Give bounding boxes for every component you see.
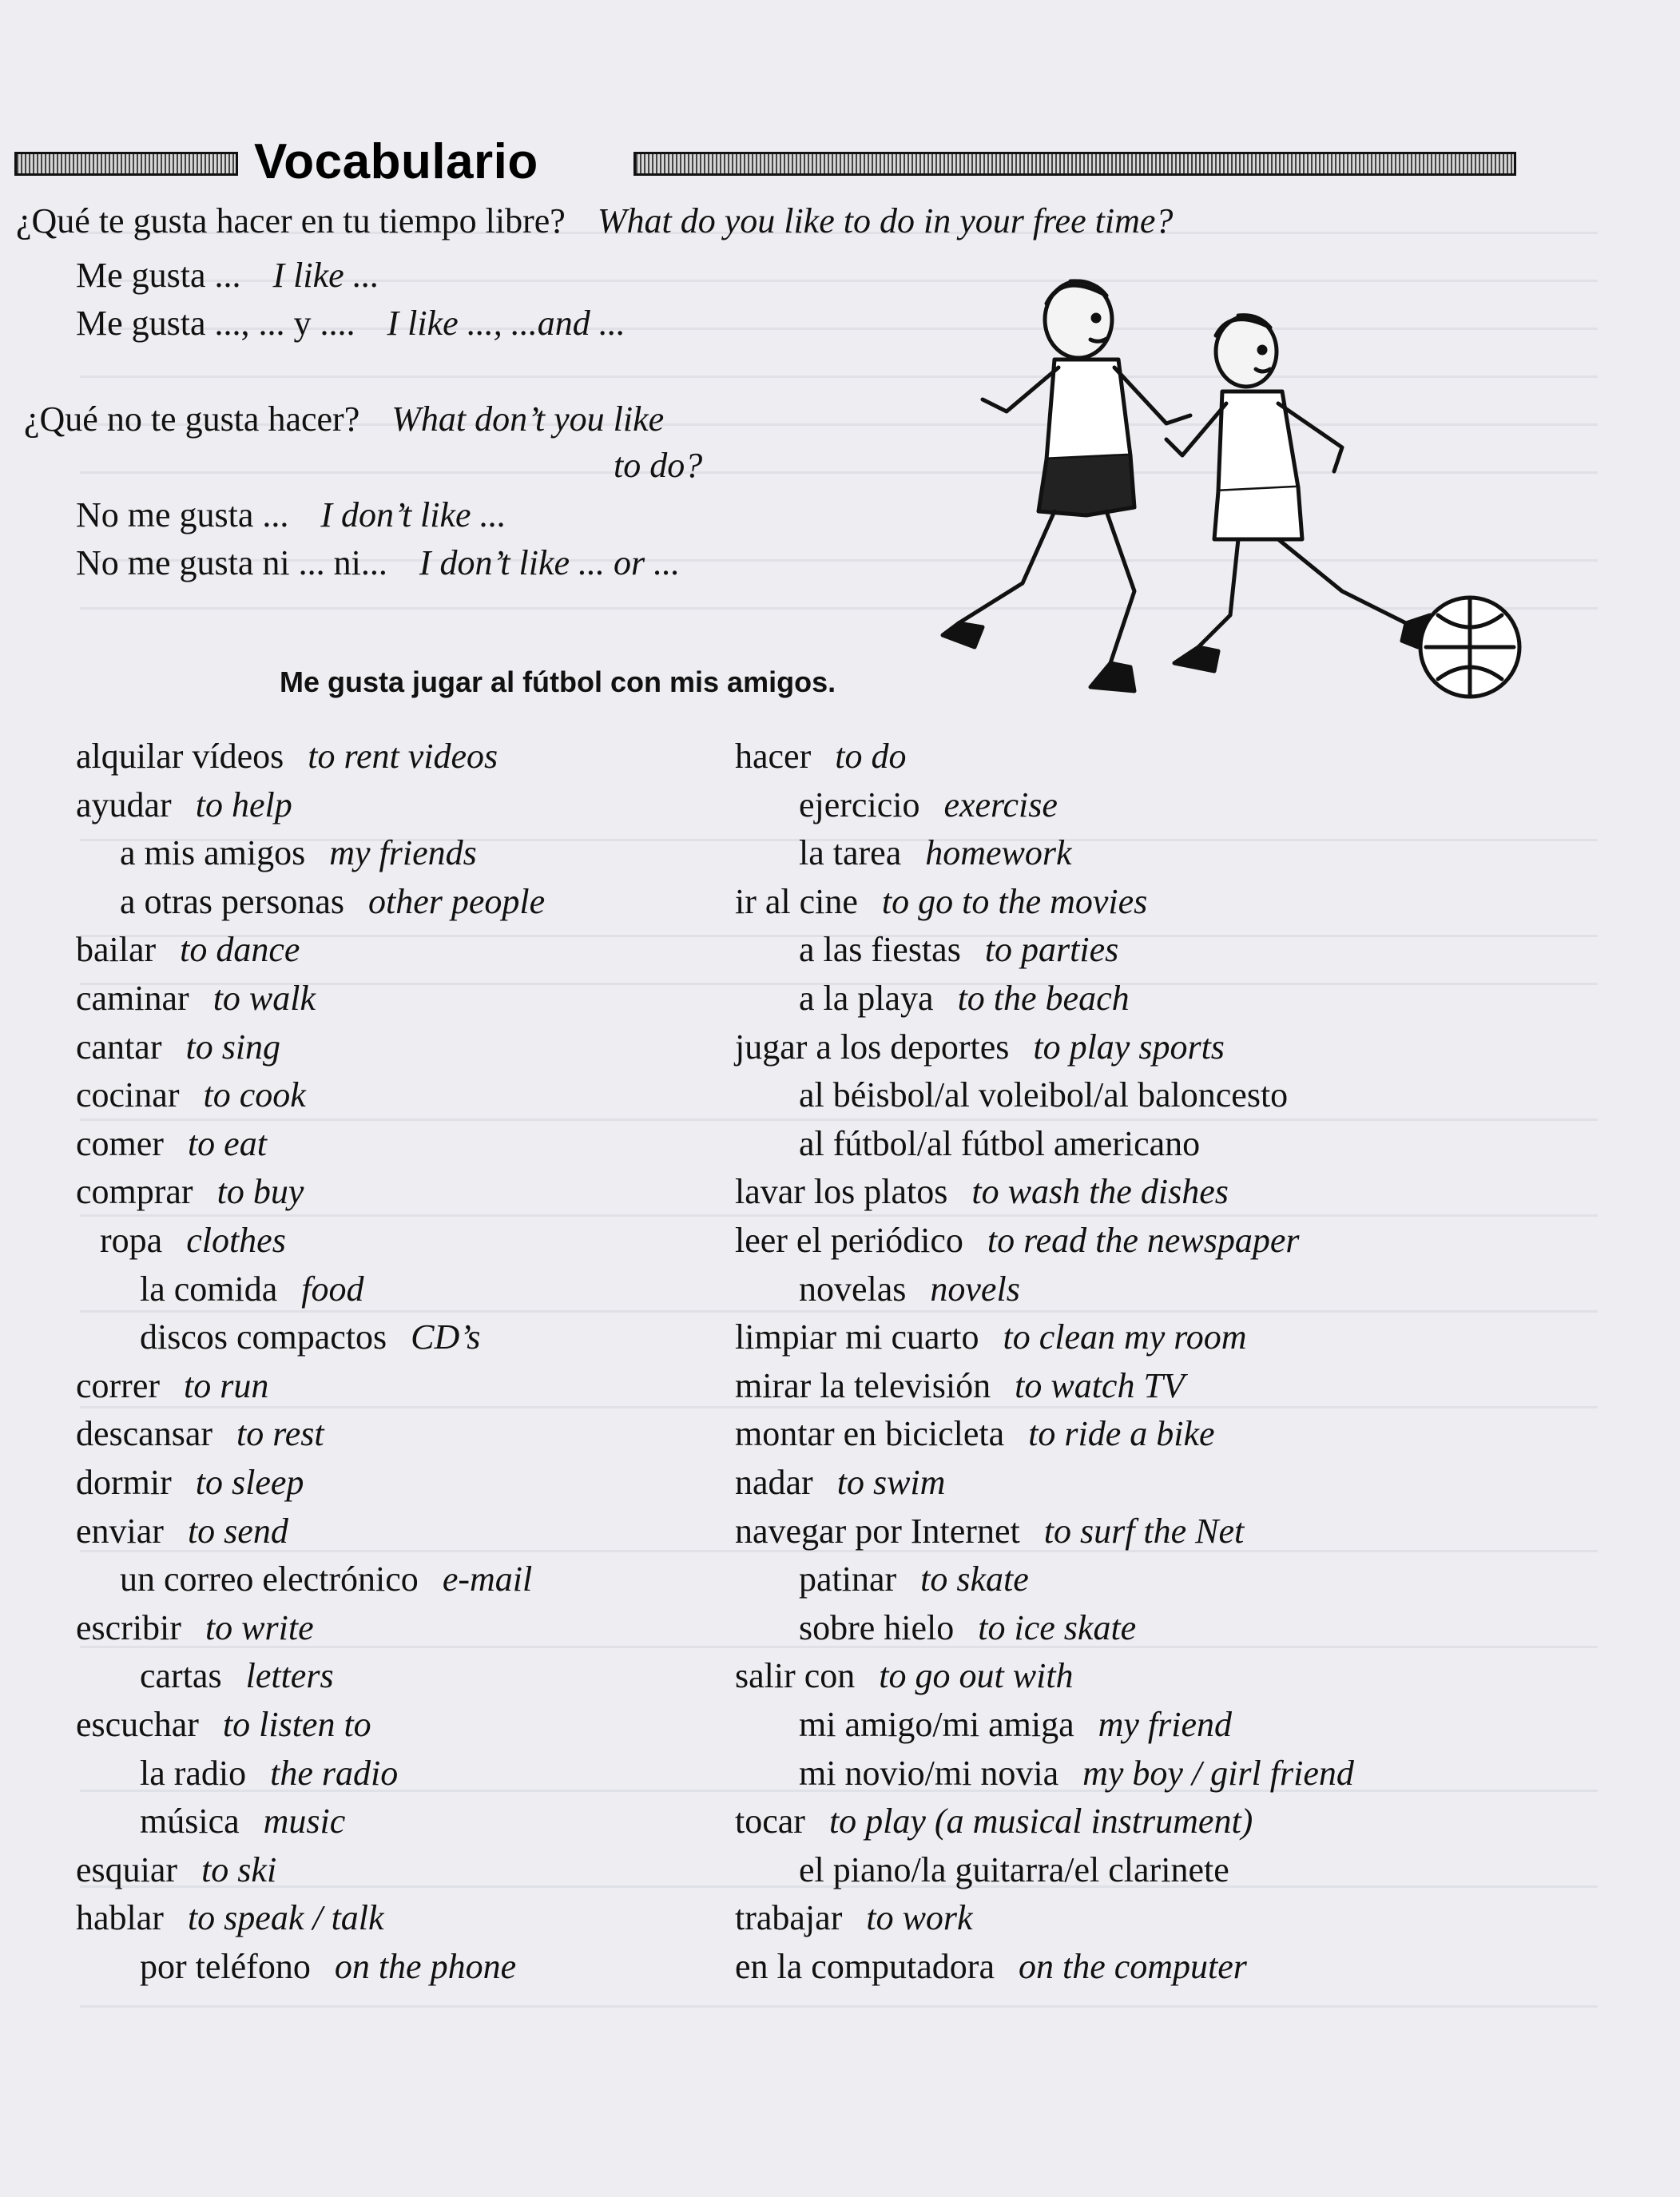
- english-gloss: novels: [930, 1269, 1020, 1309]
- vocab-entry: [140, 1268, 364, 1311]
- vocab-entry: [76, 1026, 280, 1069]
- spanish-term: salir con: [735, 1656, 856, 1696]
- english-gloss: clothes: [186, 1221, 286, 1260]
- intro-line: [76, 494, 506, 537]
- illustration-caption: Me gusta jugar al fútbol con mis amigos.: [280, 665, 836, 698]
- section-title: Vocabulario: [254, 134, 538, 189]
- vocab-entry: [76, 1365, 268, 1408]
- spanish-term: a la playa: [799, 979, 934, 1018]
- vocab-entry: [735, 1655, 1074, 1698]
- vocab-entry: [735, 1365, 1185, 1408]
- english-gloss: to speak / talk: [187, 1898, 384, 1938]
- english-gloss: to ice skate: [978, 1607, 1137, 1647]
- spanish-term: tocar: [735, 1802, 805, 1841]
- spanish-term: alquilar vídeos: [76, 737, 284, 776]
- english-gloss: CD’s: [411, 1317, 481, 1357]
- vocab-entry: [140, 1316, 480, 1359]
- spanish-term: dormir: [76, 1463, 172, 1502]
- english-gloss: to dance: [180, 930, 300, 970]
- english-gloss: to watch TV: [1015, 1365, 1185, 1405]
- spanish-term: la radio: [140, 1753, 247, 1793]
- english-gloss: to rent videos: [308, 737, 498, 776]
- english-gloss: to read the newspaper: [987, 1221, 1300, 1260]
- vocab-entry: [76, 1897, 384, 1940]
- vocab-entry: [735, 1461, 945, 1504]
- english-gloss: music: [263, 1802, 346, 1841]
- spanish-term: escribir: [76, 1607, 181, 1647]
- spanish-term: navegar por Internet: [735, 1511, 1020, 1551]
- spanish-term: caminar: [76, 979, 189, 1018]
- vocab-entry: [799, 1558, 1029, 1601]
- vocab-entry: [799, 1607, 1136, 1650]
- vocab-entry: [76, 928, 300, 971]
- english-gloss: to parties: [984, 930, 1119, 970]
- vocab-entry: [799, 1703, 1232, 1746]
- english-gloss: the radio: [270, 1753, 399, 1793]
- english-gloss: to skate: [920, 1559, 1029, 1599]
- spanish-term: comer: [76, 1123, 164, 1163]
- spanish-term: mi amigo/mi amiga: [799, 1705, 1074, 1744]
- vocab-entry: [735, 1026, 1225, 1069]
- english-gloss: to rest: [236, 1414, 324, 1454]
- english-gloss: letters: [245, 1656, 334, 1696]
- english-translation: I like ...: [272, 256, 379, 295]
- spanish-term: esquiar: [76, 1849, 178, 1889]
- player-one-figure: [943, 281, 1190, 691]
- vocab-entry: [140, 1655, 334, 1698]
- english-gloss: to go to the movies: [881, 881, 1148, 921]
- spanish-term: cartas: [140, 1656, 222, 1696]
- vocab-entry: [799, 1752, 1354, 1795]
- vocab-entry: [120, 1558, 532, 1601]
- vocab-entry: [799, 1849, 1253, 1892]
- vocab-entry: [799, 977, 1130, 1020]
- header-bar-left: [14, 152, 238, 176]
- spanish-phrase: ¿Qué no te gusta hacer?: [24, 399, 360, 439]
- spanish-term: al béisbol/al voleibol/al baloncesto: [799, 1075, 1289, 1115]
- vocab-entry: [76, 1074, 306, 1117]
- spanish-term: ropa: [100, 1221, 163, 1260]
- intro-line: [24, 398, 664, 441]
- english-gloss: to write: [205, 1607, 314, 1647]
- spanish-term: sobre hielo: [799, 1607, 955, 1647]
- spanish-term: la comida: [140, 1269, 278, 1309]
- english-gloss: my boy / girl friend: [1082, 1753, 1354, 1793]
- spanish-term: montar en bicicleta: [735, 1414, 1005, 1454]
- spanish-term: patinar: [799, 1559, 897, 1599]
- spanish-phrase: No me gusta ...: [76, 495, 289, 534]
- spanish-term: discos compactos: [140, 1317, 387, 1357]
- soccer-players-illustration: [927, 272, 1534, 719]
- intro-line: [76, 254, 379, 297]
- spanish-term: al fútbol/al fútbol americano: [799, 1123, 1201, 1163]
- vocab-entry: [76, 1849, 276, 1892]
- spanish-term: descansar: [76, 1414, 213, 1454]
- vocab-entry: [735, 1316, 1247, 1359]
- vocab-entry: [76, 1607, 314, 1650]
- vocab-entry: [799, 1122, 1224, 1166]
- spanish-term: jugar a los deportes: [735, 1027, 1010, 1067]
- spanish-term: en la computadora: [735, 1947, 995, 1986]
- spanish-term: mirar la televisión: [735, 1365, 991, 1405]
- english-gloss: to buy: [216, 1172, 304, 1212]
- spanish-phrase: No me gusta ni ... ni...: [76, 543, 387, 582]
- vocab-entry: [76, 977, 316, 1020]
- vocab-entry: [799, 784, 1058, 827]
- vocab-entry: [120, 880, 545, 924]
- vocab-entry: [76, 1412, 324, 1456]
- spanish-term: a otras personas: [120, 881, 345, 921]
- vocab-entry: [120, 832, 477, 875]
- intro-line: [614, 444, 702, 487]
- english-gloss: my friends: [329, 833, 477, 873]
- vocab-entry: [76, 1703, 371, 1746]
- spanish-term: cocinar: [76, 1075, 180, 1115]
- english-gloss: exercise: [943, 785, 1058, 824]
- vocab-entry: [799, 832, 1072, 875]
- spanish-term: enviar: [76, 1511, 164, 1551]
- english-translation: What don’t you like: [391, 399, 665, 439]
- vocab-entry: [799, 1268, 1020, 1311]
- english-gloss: to play sports: [1033, 1027, 1225, 1067]
- vocab-entry: [76, 1461, 304, 1504]
- vocab-entry: [76, 1122, 267, 1166]
- spanish-term: hacer: [735, 737, 812, 776]
- spanish-term: cantar: [76, 1027, 162, 1067]
- vocab-entry: [735, 1800, 1253, 1843]
- english-gloss: other people: [368, 881, 546, 921]
- vocab-entry: [735, 1897, 973, 1940]
- spanish-term: mi novio/mi novia: [799, 1753, 1059, 1793]
- english-gloss: to eat: [187, 1123, 267, 1163]
- vocab-entry: [735, 1219, 1300, 1262]
- player-two-figure: [1166, 316, 1430, 671]
- vocab-entry: [76, 1510, 288, 1553]
- english-translation: I don’t like ... or ...: [419, 543, 681, 582]
- vocab-entry: [140, 1752, 398, 1795]
- spanish-term: limpiar mi cuarto: [735, 1317, 979, 1357]
- spanish-term: a las fiestas: [799, 930, 961, 970]
- spanish-term: hablar: [76, 1898, 164, 1938]
- english-gloss: e-mail: [442, 1559, 533, 1599]
- english-gloss: to sing: [185, 1027, 281, 1067]
- spanish-term: ir al cine: [735, 881, 858, 921]
- english-gloss: to the beach: [957, 979, 1130, 1018]
- english-gloss: to wash the dishes: [971, 1172, 1229, 1212]
- english-gloss: to do: [835, 737, 907, 776]
- spanish-term: leer el periódico: [735, 1221, 963, 1260]
- spanish-term: lavar los platos: [735, 1172, 948, 1212]
- intro-line: [76, 302, 626, 345]
- header-bar-right: [633, 152, 1516, 176]
- spanish-term: escuchar: [76, 1705, 199, 1744]
- english-gloss: to swim: [836, 1463, 946, 1502]
- english-gloss: food: [301, 1269, 364, 1309]
- spanish-term: un correo electrónico: [120, 1559, 419, 1599]
- spanish-term: el piano/la guitarra/el clarinete: [799, 1849, 1229, 1889]
- english-gloss: to go out with: [879, 1656, 1074, 1696]
- intro-line: [76, 542, 680, 585]
- english-gloss: to help: [195, 785, 292, 824]
- spanish-term: ayudar: [76, 785, 172, 824]
- spanish-term: novelas: [799, 1269, 907, 1309]
- vocab-entry: [140, 1945, 516, 1988]
- english-gloss: to send: [187, 1511, 288, 1551]
- english-gloss: to cook: [203, 1075, 306, 1115]
- spanish-term: nadar: [735, 1463, 813, 1502]
- spanish-term: trabajar: [735, 1898, 843, 1938]
- vocab-entry: [140, 1800, 345, 1843]
- soccer-ball-icon: [1420, 598, 1519, 697]
- spanish-phrase: Me gusta ..., ... y ....: [76, 304, 355, 343]
- vocab-entry: [100, 1219, 286, 1262]
- spanish-term: bailar: [76, 930, 157, 970]
- vocab-entry: [735, 1945, 1247, 1988]
- spanish-term: ejercicio: [799, 785, 920, 824]
- english-gloss: to sleep: [195, 1463, 304, 1502]
- english-gloss: to surf the Net: [1043, 1511, 1245, 1551]
- vocab-entry: [76, 735, 498, 778]
- english-gloss: to walk: [212, 979, 316, 1018]
- english-gloss: to play (a musical instrument): [828, 1802, 1253, 1841]
- english-gloss: to clean my room: [1003, 1317, 1247, 1357]
- intro-line: [16, 200, 1173, 243]
- spanish-term: música: [140, 1802, 240, 1841]
- english-gloss: to work: [866, 1898, 973, 1938]
- vocab-entry: [76, 1170, 304, 1214]
- english-gloss: on the phone: [334, 1947, 517, 1986]
- spanish-term: la tarea: [799, 833, 902, 873]
- english-gloss: to run: [184, 1365, 269, 1405]
- vocab-entry: [735, 1412, 1215, 1456]
- vocab-entry: [76, 784, 292, 827]
- english-gloss: homework: [925, 833, 1072, 873]
- vocab-entry: [735, 1170, 1229, 1214]
- english-gloss: to listen to: [222, 1705, 371, 1744]
- vocab-entry: [735, 1510, 1244, 1553]
- english-translation: to do?: [614, 446, 703, 485]
- vocab-entry: [735, 880, 1147, 924]
- section-header: [14, 136, 1516, 192]
- english-translation: I like ..., ...and ...: [387, 304, 626, 343]
- english-translation: I don’t like ...: [320, 495, 506, 534]
- spanish-term: correr: [76, 1365, 161, 1405]
- english-gloss: on the computer: [1018, 1947, 1247, 1986]
- spanish-term: a mis amigos: [120, 833, 306, 873]
- vocab-entry: [799, 1074, 1312, 1117]
- spanish-term: por teléfono: [140, 1947, 311, 1986]
- spanish-term: comprar: [76, 1172, 193, 1212]
- spanish-phrase: Me gusta ...: [76, 256, 241, 295]
- english-gloss: to ski: [201, 1849, 277, 1889]
- english-gloss: to ride a bike: [1028, 1414, 1215, 1454]
- spanish-phrase: ¿Qué te gusta hacer en tu tiempo libre?: [16, 201, 566, 240]
- vocab-entry: [735, 735, 906, 778]
- english-translation: What do you like to do in your free time?: [597, 201, 1174, 240]
- vocab-entry: [799, 928, 1118, 971]
- english-gloss: my friend: [1098, 1705, 1233, 1744]
